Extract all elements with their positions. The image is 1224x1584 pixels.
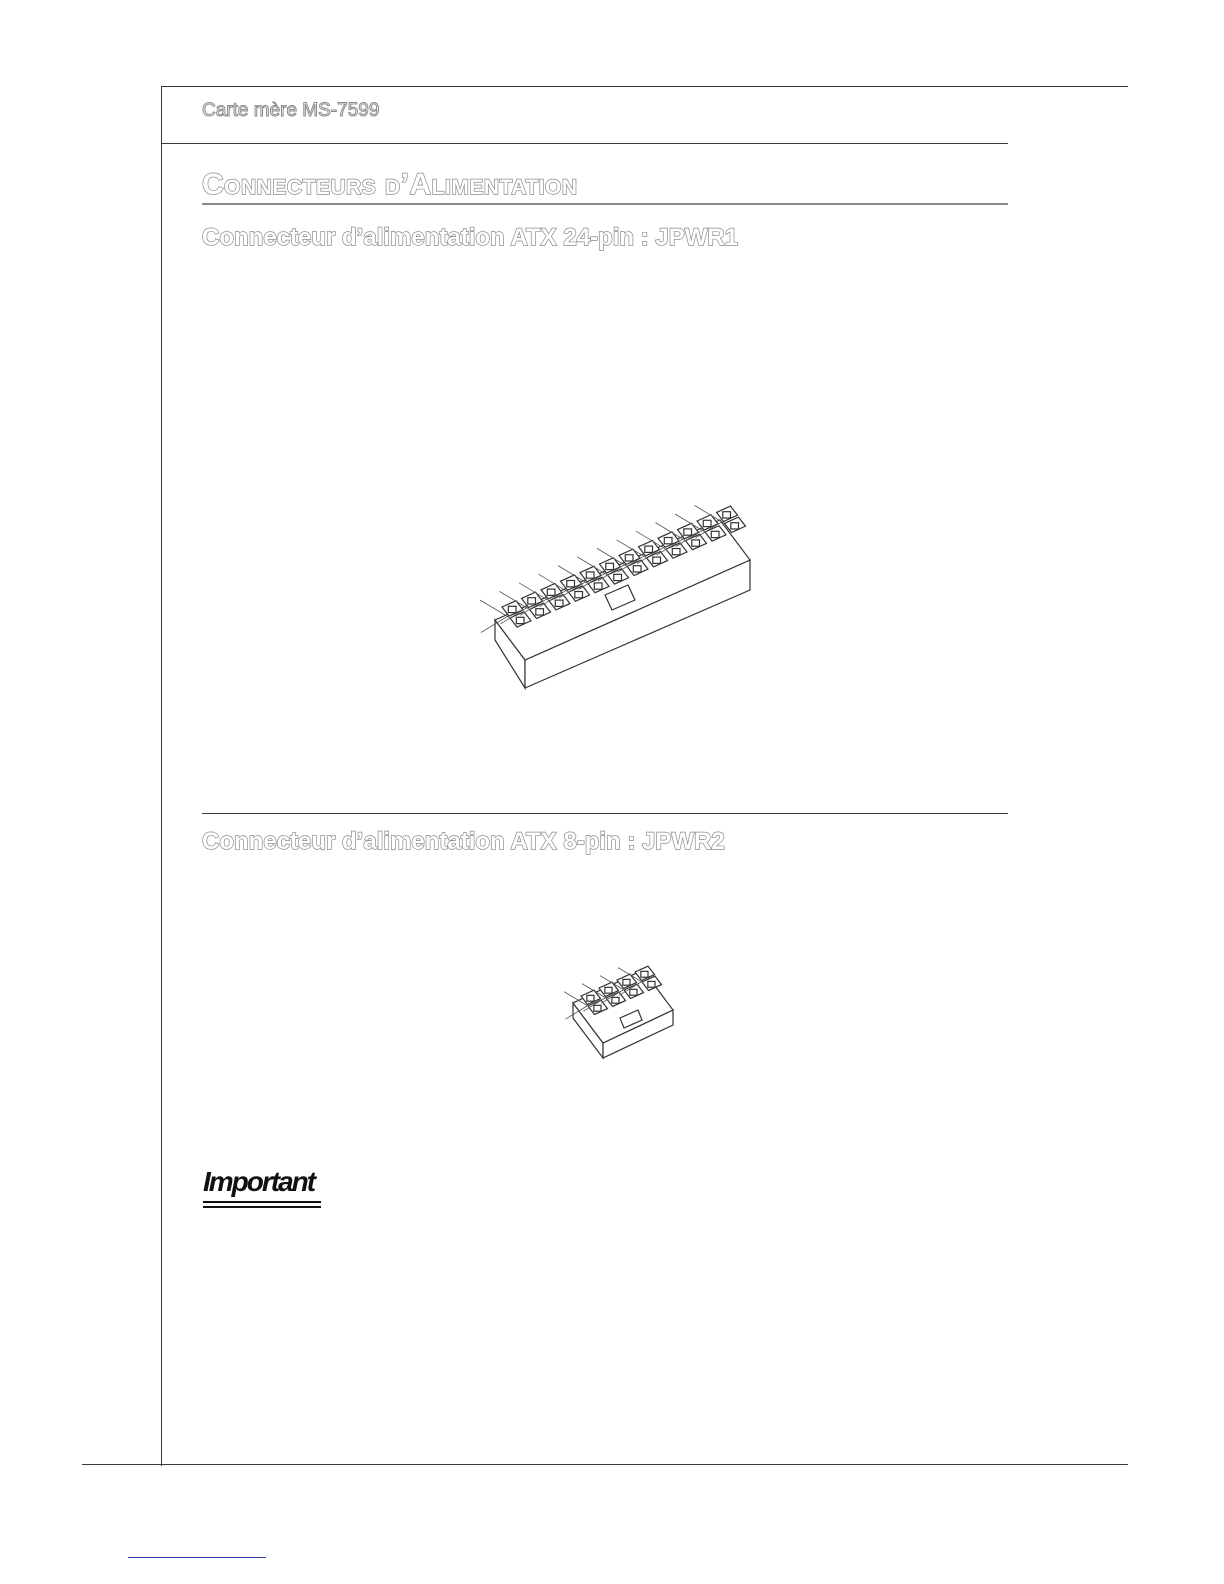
page-header: Carte mère MS-7599	[202, 100, 380, 121]
important-underline-2	[203, 1206, 321, 1208]
header-underline	[162, 143, 1008, 144]
left-margin-rule	[161, 86, 162, 1466]
connector-24pin-diagram	[450, 500, 770, 700]
section-title: Connecteurs d’Alimentation	[202, 168, 578, 201]
bottom-rule	[82, 1464, 1128, 1465]
section-title-underline	[202, 203, 1008, 205]
important-underline-1	[203, 1201, 321, 1203]
important-label: Important	[203, 1166, 315, 1197]
divider-rule	[202, 813, 1008, 814]
connector-24pin-title: Connecteur d’alimentation ATX 24-pin : JPWR1	[202, 224, 739, 251]
top-rule	[162, 86, 1128, 87]
connector-8pin-diagram	[538, 958, 698, 1068]
connector-8pin-title: Connecteur d’alimentation ATX 8-pin : JPWR2	[202, 828, 725, 855]
footer-link-underline	[128, 1557, 266, 1558]
